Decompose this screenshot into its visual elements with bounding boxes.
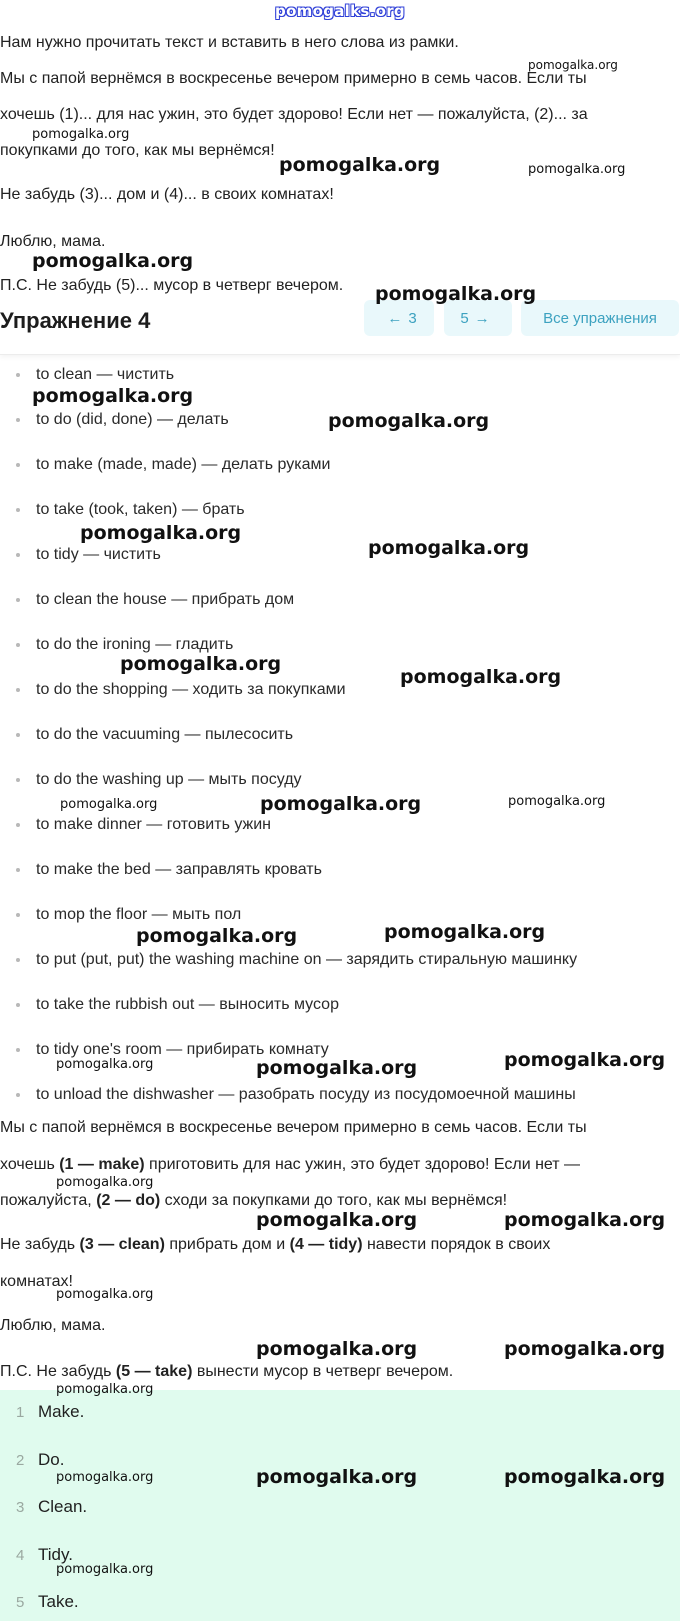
watermark: pomogalka.org — [279, 154, 441, 176]
watermark: pomogalka.org — [504, 1466, 666, 1488]
answer-item: 3 Clean. — [16, 1497, 88, 1516]
watermark: pomogalka.org — [32, 385, 194, 407]
watermark: pomogalka.org — [368, 537, 530, 559]
solution-line-4: Не забудь (3 — clean) прибрать дом и (4 — tidy) навести порядок в своих — [0, 1236, 551, 1253]
watermark: pomogalka.org — [528, 162, 626, 177]
answer-item: 5 Take. — [16, 1592, 79, 1611]
task-line-6: П.С. Не забудь (5)... мусор в четверг вечером. — [0, 277, 344, 294]
bullet-icon — [16, 823, 20, 827]
arrow-left-icon: ← — [387, 309, 403, 327]
solution-line-6: Люблю, мама. — [0, 1317, 106, 1334]
bullet-icon — [16, 373, 20, 377]
intro-text: Нам нужно прочитать текст и вставить в него слова из рамки. — [0, 34, 459, 51]
watermark: pomogalka.org — [56, 1175, 154, 1190]
bullet-icon — [16, 913, 20, 917]
task-line-4: Не забудь (3)... дом и (4)... в своих комнатах! — [0, 186, 334, 203]
prev-exercise-label: 3 — [408, 309, 417, 327]
watermark: pomogalka.org — [256, 1209, 418, 1231]
task-line-2: хочешь (1)... для нас ужин, это будет здорово! Если нет — пожалуйста, (2)... за — [0, 106, 588, 123]
watermark: pomogalka.org — [56, 1562, 154, 1577]
bullet-icon — [16, 733, 20, 737]
watermark: pomogalka.org — [32, 127, 130, 142]
bullet-icon — [16, 1048, 20, 1052]
bullet-icon — [16, 598, 20, 602]
bullet-icon — [16, 643, 20, 647]
solution-line-5: комнатах! — [0, 1273, 73, 1290]
solution-line-1: Мы с папой вернёмся в воскресенье вечером примерно в семь часов. Если ты — [0, 1119, 587, 1136]
watermark: pomogalka.org — [508, 794, 606, 809]
task-line-1: Мы с папой вернёмся в воскресенье вечером примерно в семь часов. Если ты — [0, 70, 587, 87]
bullet-icon — [16, 1003, 20, 1007]
exercise-header — [0, 298, 680, 355]
bullet-icon — [16, 688, 20, 692]
exercise-title: Упражнение 4 — [0, 308, 151, 333]
answer-item: 2 Do. — [16, 1450, 65, 1469]
answer-item: 4 Tidy. — [16, 1545, 73, 1564]
watermark: pomogalka.org — [256, 1466, 418, 1488]
next-exercise-label: 5 — [460, 309, 469, 327]
watermark: pomogalka.org — [256, 1338, 418, 1360]
watermark: pomogalka.org — [528, 58, 618, 72]
answer-item: 1 Make. — [16, 1402, 85, 1421]
watermark: pomogalka.org — [56, 1382, 154, 1397]
solution-line-3: пожалуйста, (2 — do) сходи за покупками до того, как мы вернёмся! — [0, 1192, 508, 1209]
all-exercises-button[interactable] — [521, 300, 679, 336]
bullet-icon — [16, 463, 20, 467]
watermark: pomogalka.org — [32, 250, 194, 272]
bullet-icon — [16, 418, 20, 422]
bullet-icon — [16, 778, 20, 782]
watermark: pomogalka.org — [328, 410, 490, 432]
next-exercise-button[interactable] — [444, 300, 512, 336]
watermark: pomogalka.org — [56, 1287, 154, 1302]
task-line-3: покупками до того, как мы вернёмся! — [0, 142, 275, 159]
arrow-right-icon: → — [474, 309, 490, 327]
bullet-icon — [16, 1093, 20, 1097]
watermark: pomogalka.org — [504, 1049, 666, 1071]
bullet-icon — [16, 508, 20, 512]
bullet-icon — [16, 553, 20, 557]
watermark: pomogalka.org — [504, 1338, 666, 1360]
answers-box — [0, 1390, 680, 1621]
watermark: pomogalka.org — [256, 1057, 418, 1079]
watermark: pomogalka.org — [384, 921, 546, 943]
task-line-5: Люблю, мама. — [0, 233, 106, 250]
watermark: pomogalka.org — [56, 1470, 154, 1485]
bullet-icon — [16, 958, 20, 962]
solution-line-7: П.С. Не забудь (5 — take) вынести мусор в четверг вечером. — [0, 1363, 454, 1380]
watermark: pomogalka.org — [120, 653, 282, 675]
watermark: pomogalka.org — [504, 1209, 666, 1231]
watermark: pomogalka.org — [80, 522, 242, 544]
watermark: pomogalka.org — [400, 666, 562, 688]
watermark: pomogalka.org — [60, 797, 158, 812]
watermark: pomogalka.org — [136, 925, 298, 947]
watermark: pomogalka.org — [260, 793, 422, 815]
bullet-icon — [16, 868, 20, 872]
solution-line-2: хочешь (1 — make) приготовить для нас ужин, это будет здорово! Если нет — — [0, 1156, 581, 1173]
watermark: pomogalka.org — [375, 283, 537, 305]
prev-exercise-button[interactable] — [364, 300, 434, 336]
site-header: pomogalks.org — [275, 2, 405, 20]
watermark: pomogalka.org — [56, 1057, 154, 1072]
all-exercises-label: Все упражнения — [543, 309, 657, 327]
